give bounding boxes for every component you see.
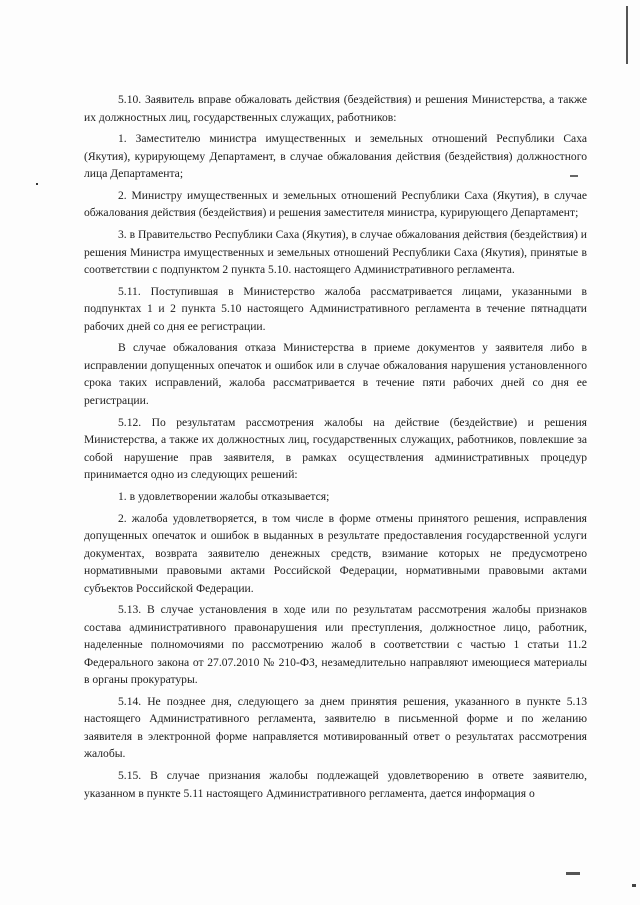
paragraph-5-15: 5.15. В случае признания жалобы подлежащей удовлетворению в ответе заявителю, указанном в пункте 5.11 настоящего Административного регламента, дается информация о: [84, 769, 587, 800]
paragraph-5-14: 5.14. Не позднее дня, следующего за днем принятия решения, указанного в пункте 5.13 настоящего Административного регламента, заявителю в письменной форме и по желанию заявителя в электронной форме направляется мотивированный ответ о результатах рассмотрения жалобы.: [84, 694, 587, 761]
document-body: [84, 91, 587, 806]
scan-speck: [566, 872, 580, 875]
paragraph-5-13: 5.13. В случае установления в ходе или по результатам рассмотрения жалобы признаков состава административного правонарушения или преступления, должностное лицо, работник, наделенные полномочиями по рассмотрению жалоб в соответствии с частью 1 статьи 11.2 Федерального закона от 27.07.2010 № 210-ФЗ, незамедлительно направляют имеющиеся материалы в органы прокуратуры.: [84, 603, 587, 687]
paragraph-item-2: 2. Министру имущественных и земельных отношений Республики Саха (Якутия), в случае обжалования действия (бездействия) и решения заместителя министра, курирующего Департамент;: [84, 188, 587, 220]
paragraph-5-12: 5.12. По результатам рассмотрения жалобы на действие (бездействие) и решения Министерства, а также их должностных лиц, государственных служащих, работников, повлекшие за собой нарушение прав заявителя, в рамках осуществления административных процедур принимается одно из следующих решений:: [84, 415, 587, 482]
paragraph-decision-1: 1. в удовлетворении жалобы отказывается;: [118, 489, 330, 503]
paragraph-refusal-case: В случае обжалования отказа Министерства в приеме документов у заявителя либо в исправлении допущенных опечаток и ошибок или в случае обжалования нарушения установленного срока таких исправлений, жалоба рассматривается в течение пяти рабочих дней со дня ее регистрации.: [84, 341, 587, 407]
paragraph-item-1: 1. Заместителю министра имущественных и земельных отношений Республики Саха (Якутия), курирующему Департамент, в случае обжалования действия (бездействия) должностного лица Департамента;: [84, 132, 587, 181]
paragraph-decision-2: 2. жалоба удовлетворяется, в том числе в форме отмены принятого решения, исправления допущенных опечаток и ошибок в выданных в результате предоставления государственной услуги документах, возврата заявителю денежных средств, взимание которых не предусмотрено нормативными правовыми актами Российской Федерации, нормативными правовыми актами субъектов Российской Федерации.: [84, 511, 587, 595]
scan-edge-line: [626, 6, 628, 64]
scan-edge-mark: [632, 884, 636, 887]
paragraph-5-10: 5.10. Заявитель вправе обжаловать действия (бездействия) и решения Министерства, а также их должностных лиц, государственных служащих, работников:: [84, 93, 587, 124]
paragraph-5-11: 5.11. Поступившая в Министерство жалоба рассматривается лицами, указанными в подпунктах 1 и 2 пункта 5.10 настоящего Административного регламента в течение пятнадцати рабочих дней со дня ее регистрации.: [84, 284, 587, 333]
scan-speck: [36, 183, 38, 185]
paragraph-item-3: 3. в Правительство Республики Саха (Якутия), в случае обжалования действия (бездействия) и решения Министра имущественных и земельных отношений Республики Саха (Якутия), принятые в соответствии с подпунктом 2 пункта 5.10. настоящего Административного регламента.: [84, 228, 587, 277]
